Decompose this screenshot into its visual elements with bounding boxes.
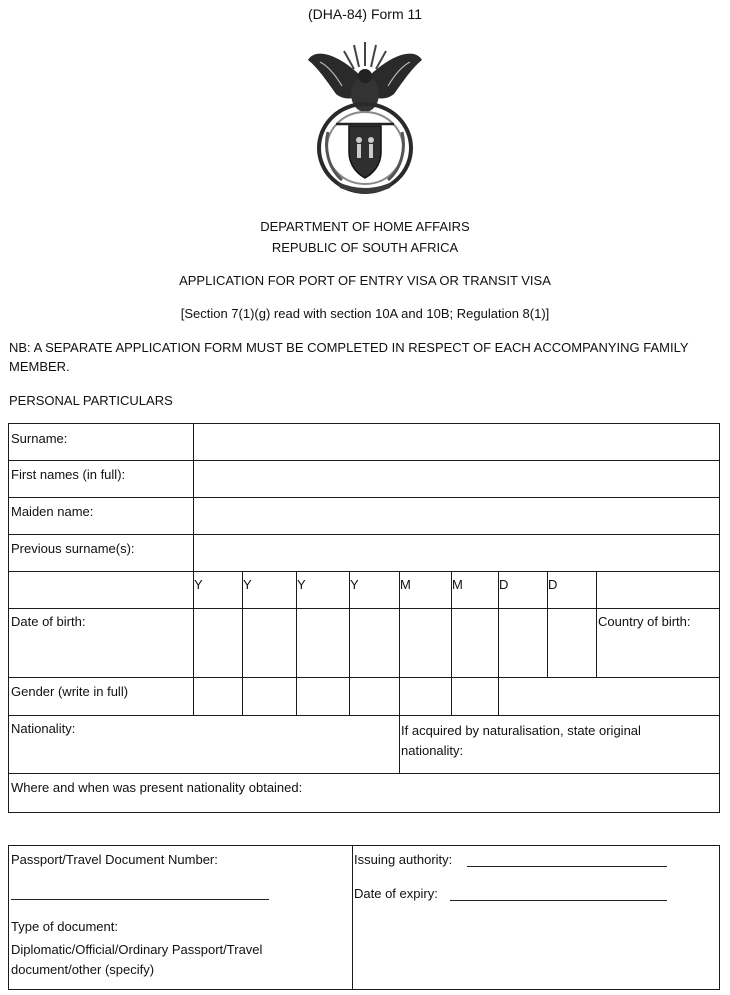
date-letter-day-1: D xyxy=(499,577,509,592)
date-letter-year-1: Y xyxy=(194,577,203,592)
type-of-document-label: Type of document: xyxy=(11,919,118,934)
date-letter-day-2: D xyxy=(548,577,558,592)
issuing-authority-field[interactable] xyxy=(467,866,667,867)
maiden-name-field[interactable] xyxy=(194,498,719,534)
nationality-obtained-field[interactable] xyxy=(9,796,718,812)
nationality-obtained-label: Where and when was present nationality obtained: xyxy=(11,780,303,795)
type-options-text: Diplomatic/Official/Ordinary Passport/Travel document/other (specify) xyxy=(11,942,263,977)
gender-field[interactable] xyxy=(194,678,719,715)
date-of-birth-field[interactable] xyxy=(194,609,596,677)
application-title: APPLICATION FOR PORT OF ENTRY VISA OR TRANSIT VISA xyxy=(179,273,551,288)
department-name: DEPARTMENT OF HOME AFFAIRS xyxy=(260,219,470,234)
coat-of-arms-emblem xyxy=(302,36,428,198)
date-letter-year-2: Y xyxy=(243,577,252,592)
legal-reference: [Section 7(1)(g) read with section 10A and 10B; Regulation 8(1)] xyxy=(180,306,550,321)
form-id: (DHA-84) Form 11 xyxy=(307,6,423,22)
previous-surnames-label: Previous surname(s): xyxy=(11,541,135,556)
date-of-expiry-label: Date of expiry: xyxy=(354,886,438,901)
first-names-field[interactable] xyxy=(194,461,719,497)
surname-label: Surname: xyxy=(11,431,68,446)
republic-name: REPUBLIC OF SOUTH AFRICA xyxy=(271,240,459,255)
first-names-label: First names (in full): xyxy=(11,467,126,482)
section-title: PERSONAL PARTICULARS xyxy=(9,393,173,408)
date-letter-month-2: M xyxy=(452,577,463,592)
surname-field[interactable] xyxy=(194,424,719,460)
passport-number-field[interactable] xyxy=(11,899,269,900)
date-letter-year-4: Y xyxy=(350,577,359,592)
nationality-label: Nationality: xyxy=(11,721,76,736)
notice-text: NB: A SEPARATE APPLICATION FORM MUST BE COMPLETED IN RESPECT OF EACH ACCOMPANYING FAMILY MEMBER. xyxy=(9,340,689,374)
date-letter-year-3: Y xyxy=(297,577,306,592)
maiden-name-label: Maiden name: xyxy=(11,504,94,519)
passport-number-label: Passport/Travel Document Number: xyxy=(11,852,218,867)
issuing-authority-label: Issuing authority: xyxy=(354,852,453,867)
country-of-birth-label: Country of birth: xyxy=(598,614,691,629)
previous-surnames-field[interactable] xyxy=(194,535,719,571)
nationality-field[interactable] xyxy=(9,738,398,772)
naturalisation-label: If acquired by naturalisation, state original nationality: xyxy=(401,723,641,758)
gender-label: Gender (write in full) xyxy=(11,684,129,699)
date-letter-month-1: M xyxy=(400,577,411,592)
date-of-birth-label: Date of birth: xyxy=(11,614,86,629)
date-of-expiry-field[interactable] xyxy=(450,900,667,901)
